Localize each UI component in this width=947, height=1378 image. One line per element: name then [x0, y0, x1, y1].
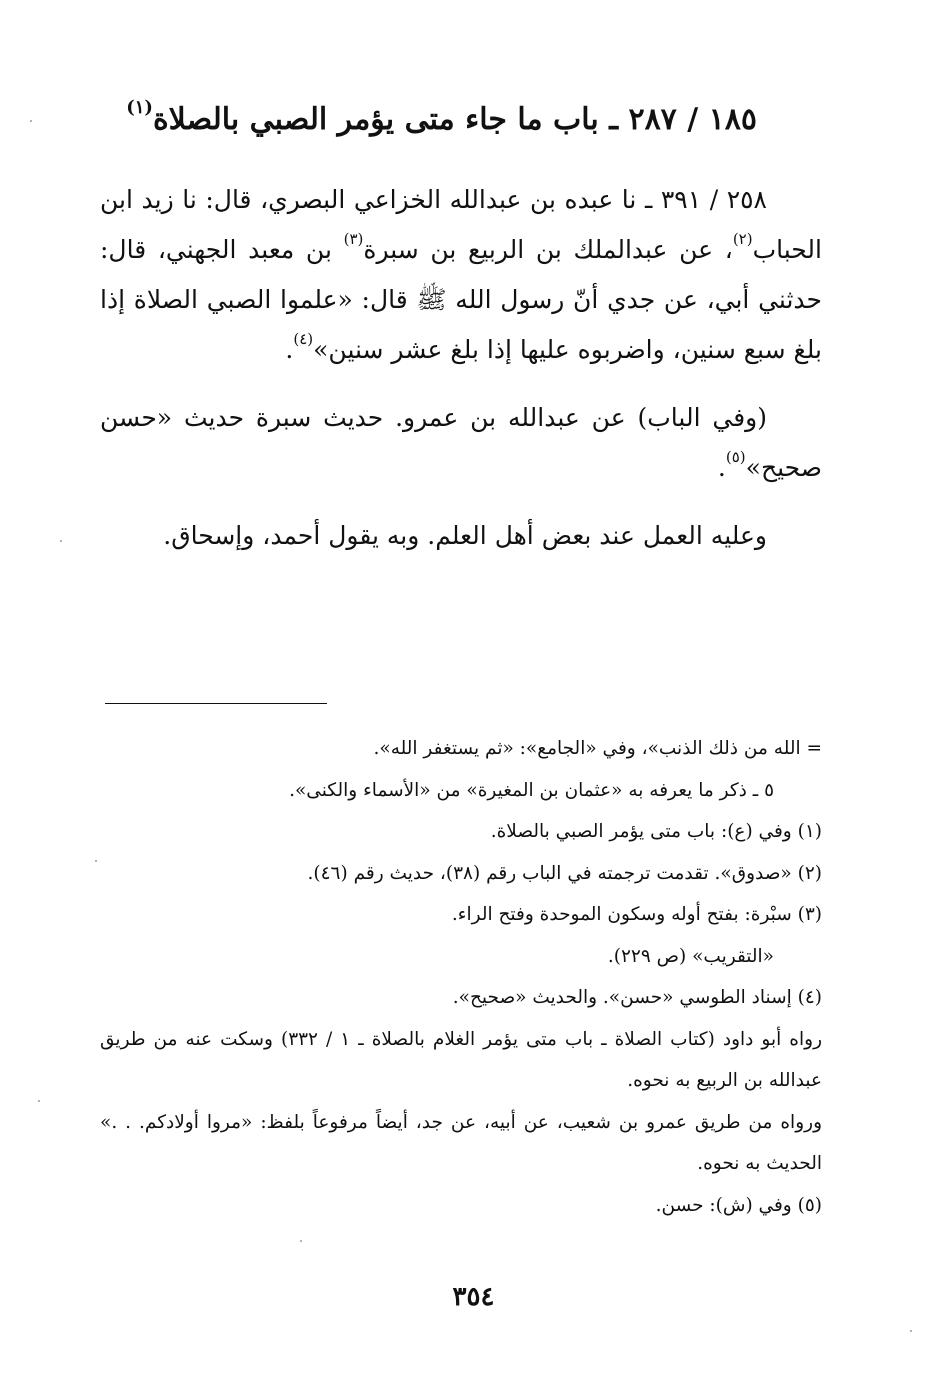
scan-speck [60, 540, 62, 542]
chapter-heading-text: ١٨٥ / ٢٨٧ ـ باب ما جاء متى يؤمر الصبي بالصلاة [152, 102, 757, 137]
page-number: ٣٥٤ [452, 1282, 495, 1312]
footnote-ref-2: (٢) [732, 230, 753, 249]
footnote-continuation-item: ٥ ـ ذكر ما يعرفه به «عثمان بن المغيرة» من «الأسماء والكنى». [289, 779, 774, 801]
footnote-continuation: = الله من ذلك الذنب»، وفي «الجامع»: «ثم يستغفر الله». [373, 738, 822, 759]
hadith-isnad-start: ٢٥٨ / ٣٩١ ـ نا عبده بن عبدالله الخزاعي البصري، قال: نا زيد ابن الحباب [100, 185, 822, 264]
footnote-4-abu-dawud: رواه أبو داود (كتاب الصلاة ـ باب متى يؤمر الغلام بالصلاة ـ ١ / ٣٣٢) وسكت عنه من طريق عبدالله بن الربيع به نحوه. [100, 1028, 823, 1091]
footnote-ref-5: (٥) [725, 448, 746, 467]
footnote-ref-4: (٤) [293, 330, 314, 349]
scan-speck [300, 1240, 302, 1242]
footnote-separator [105, 703, 327, 704]
footnotes [100, 728, 822, 1226]
scan-speck [910, 1330, 912, 1332]
footnote-5: (٥) وفي (ش): حسن. [655, 1194, 822, 1216]
hadith-end: . [285, 335, 294, 364]
bab-text: (وفي الباب) عن عبدالله بن عمرو. حديث سبرة حديث «حسن صحيح» [100, 403, 822, 482]
footnote-3-source: «التقريب» (ص ٢٢٩). [607, 945, 774, 967]
footnote-ref-3: (٣) [343, 230, 364, 249]
footnote-2: (٢) «صدوق». تقدمت ترجمته في الباب رقم (٣٨)، حديث رقم (٤٦). [307, 862, 822, 884]
hadith-paragraph [100, 175, 822, 375]
scan-speck [30, 120, 32, 122]
bab-end: . [717, 453, 726, 482]
footnote-3: (٣) سبْرة: بفتح أوله وسكون الموحدة وفتح الراء. [451, 904, 822, 925]
amal-paragraph: وعليه العمل عند بعض أهل العلم. وبه يقول أحمد، وإسحاق. [163, 521, 767, 550]
scan-speck [38, 1100, 40, 1102]
footnote-4: (٤) إسناد الطوسي «حسن». والحديث «صحيح». [452, 987, 822, 1008]
footnote-1: (١) وفي (ع): باب متى يؤمر الصبي بالصلاة. [490, 821, 822, 842]
footnote-ref-1: (١) [126, 96, 153, 118]
scan-speck [95, 860, 97, 862]
bab-paragraph [100, 393, 822, 493]
chapter-heading [126, 96, 757, 140]
hadith-isnad-middle: ، عن عبدالملك بن الربيع بن سبرة [363, 235, 733, 264]
hadith-matn: بن معبد الجهني، قال: حدثني أبي، عن جدي أنّ رسول الله ﷺ قال: «علموا الصبي الصلاة إذا بلغ سبع سنين، واضربوه عليها إذا بلغ عشر سنين» [100, 235, 822, 364]
main-text [100, 175, 822, 561]
footnote-4-amr-bin-shuayb: ورواه من طريق عمرو بن شعيب، عن أبيه، عن جد، أيضاً مرفوعاً بلفظ: «مروا أولادكم. . .» الحديث به نحوه. [100, 1111, 822, 1174]
